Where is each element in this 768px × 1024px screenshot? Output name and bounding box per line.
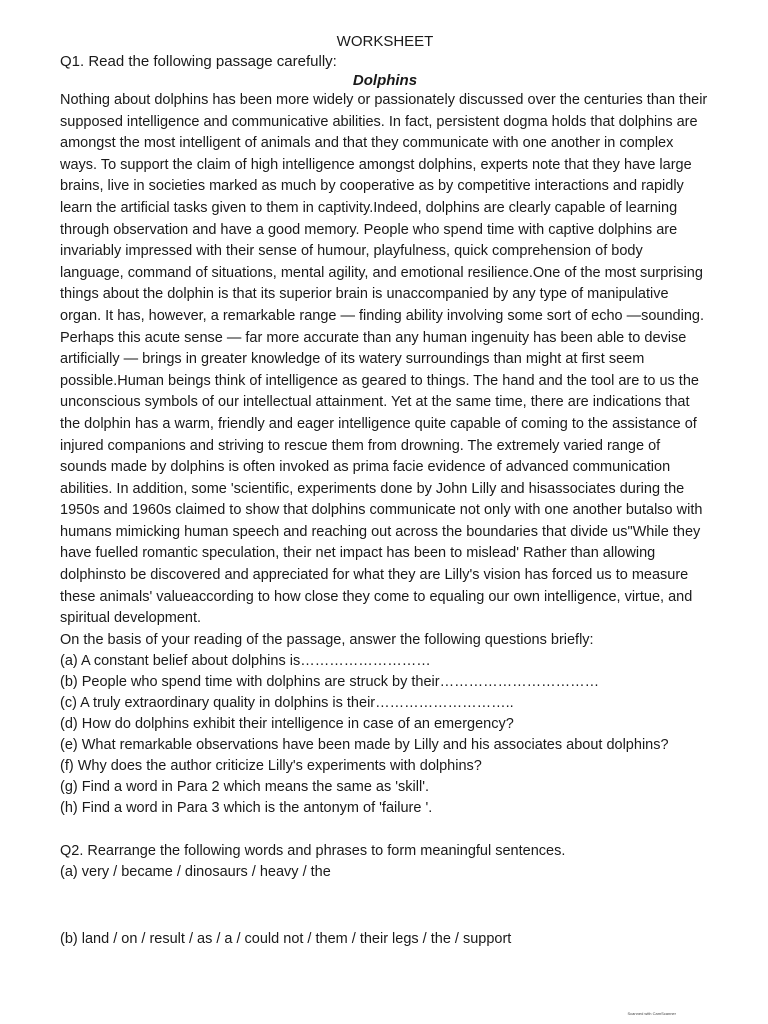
q1-heading: Q1. Read the following passage carefully: bbox=[60, 53, 337, 70]
question-a: (a) A constant belief about dolphins is……………………… bbox=[60, 652, 431, 669]
question-c: (c) A truly extraordinary quality in dolphins is their……………………….. bbox=[60, 694, 514, 711]
q2-item-a: (a) very / became / dinosaurs / heavy / the bbox=[60, 863, 331, 880]
scanner-watermark: Scanned with CamScanner bbox=[627, 1011, 676, 1016]
worksheet-title: WORKSHEET bbox=[336, 33, 434, 50]
question-g: (g) Find a word in Para 2 which means the same as 'skill'. bbox=[60, 778, 429, 795]
question-h: (h) Find a word in Para 3 which is the antonym of 'failure '. bbox=[60, 799, 433, 816]
question-e: (e) What remarkable observations have been made by Lilly and his associates about dolphins? bbox=[60, 736, 669, 753]
question-f: (f) Why does the author criticize Lilly's experiments with dolphins? bbox=[60, 757, 482, 774]
worksheet-page bbox=[60, 33, 710, 950]
passage-text: Nothing about dolphins has been more widely or passionately discussed over the centuries than their supposed intelligence and communicative abilities. In fact, persistent dogma holds that dolphins are amongst the most intelligent of animals and that they communicate with one another in complex ways. To support the claim of high intelligence amongst dolphins, experts note that they have large brains, live in societies marked as much by cooperative as by competitive interactions and rapidly learn the artificial tasks given to them in captivity.Indeed, dolphins are clearly capable of learning through observation and have a good memory. People who spend time with captive dolphins are invariably impressed with their sense of humour, playfulness, quick comprehension of body language, command of situations, mental agility, and emotional resilience.One of the most surprising things about the dolphin is that its superior brain is unaccompanied by any type of manipulative organ. It has, however, a remarkable range — finding ability involving some sort of echo —sounding. Perhaps this acute sense — far more accurate than any human ingenuity has been able to devise artificially — brings in greater knowledge of its watery surroundings than might at first seem possible.Human beings think of intelligence as geared to things. The hand and the tool are to us the unconscious symbols of our intellectual attainment. Yet at the same time, there are indications that the dolphin has a warm, friendly and eager intelligence quite capable of coming to the assistance of injured companions and striving to rescue them from drowning. The extremely varied range of sounds made by dolphins is often invoked as prima facie evidence of advanced communication abilities. In addition, some 'scientific, experiments done by John Lilly and hisassociates during the 1950s and 1960s claimed to show that dolphins communicate not only with one another butalso with humans mimicking human speech and reaching out across the boundaries that divide us"While they have fuelled romantic speculation, their net impact has been to mislead' Rather than allowing dolphinsto be discovered and appreciated for what they are Lilly's vision has forced us to measure these animals' valueaccording to how close they come to equaling our own intelligence, virtue, and spiritual development. bbox=[60, 92, 708, 627]
passage-title: Dolphins bbox=[352, 72, 418, 89]
instructions: On the basis of your reading of the passage, answer the following questions briefly: bbox=[60, 631, 594, 648]
question-d: (d) How do dolphins exhibit their intelligence in case of an emergency? bbox=[60, 715, 514, 732]
question-b: (b) People who spend time with dolphins are struck by their…………………………… bbox=[60, 673, 600, 690]
question-list bbox=[60, 651, 710, 819]
q2-item-b: (b) land / on / result / as / a / could not / them / their legs / the / support bbox=[60, 930, 512, 947]
q2-heading: Q2. Rearrange the following words and phrases to form meaningful sentences. bbox=[60, 842, 566, 859]
